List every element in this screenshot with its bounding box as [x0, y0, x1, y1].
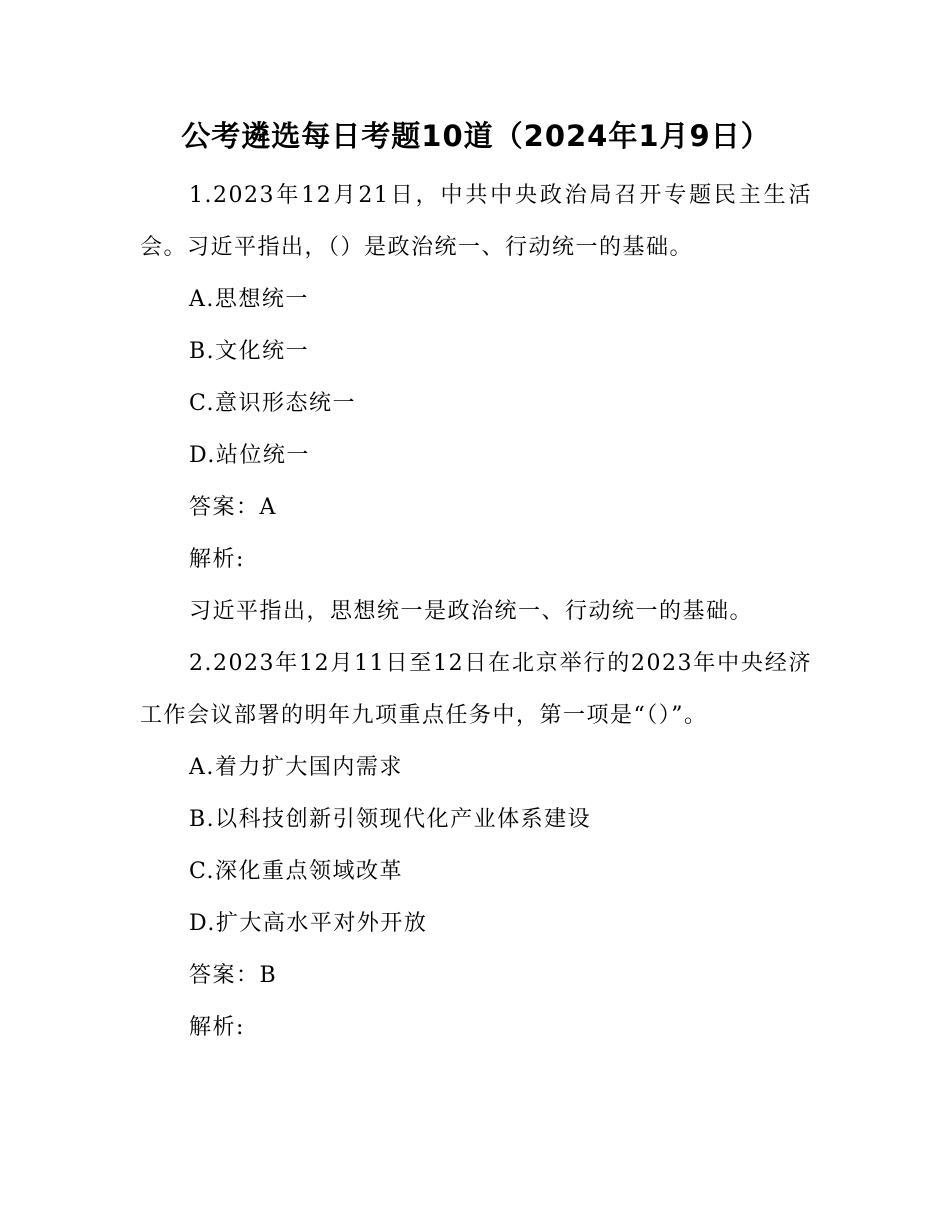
question-1-option-c: C.意识形态统一 — [189, 391, 357, 416]
question-2-answer: 答案：B — [189, 963, 278, 988]
question-2 — [140, 638, 812, 1054]
question-1-stem: 1.2023年12月21日，中共中央政治局召开专题民主生活会。习近平指出，（）是政治统一、行动统一的基础。 — [140, 183, 812, 260]
question-1-option-b: B.文化统一 — [189, 339, 310, 364]
question-1-analysis-label: 解析: — [189, 547, 245, 572]
question-2-option-d: D.扩大高水平对外开放 — [189, 911, 428, 936]
document-title: 公考遴选每日考题10道（2024年1月9日） — [181, 119, 771, 153]
question-1-option-d: D.站位统一 — [189, 443, 310, 468]
question-2-option-b: B.以科技创新引领现代化产业体系建设 — [189, 807, 592, 832]
question-2-option-c: C.深化重点领域改革 — [189, 859, 404, 884]
question-2-analysis-label: 解析: — [189, 1015, 245, 1040]
question-1-option-a: A.思想统一 — [189, 287, 309, 312]
document-page — [140, 110, 812, 1054]
question-2-option-a: A.着力扩大国内需求 — [189, 755, 403, 780]
question-1-analysis-text: 习近平指出，思想统一是政治统一、行动统一的基础。 — [189, 599, 754, 624]
question-2-stem: 2.2023年12月11日至12日在北京举行的2023年中央经济工作会议部署的明年九项重点任务中，第一项是“（）”。 — [140, 651, 812, 728]
question-1 — [140, 170, 812, 638]
question-1-answer: 答案：A — [189, 495, 277, 520]
